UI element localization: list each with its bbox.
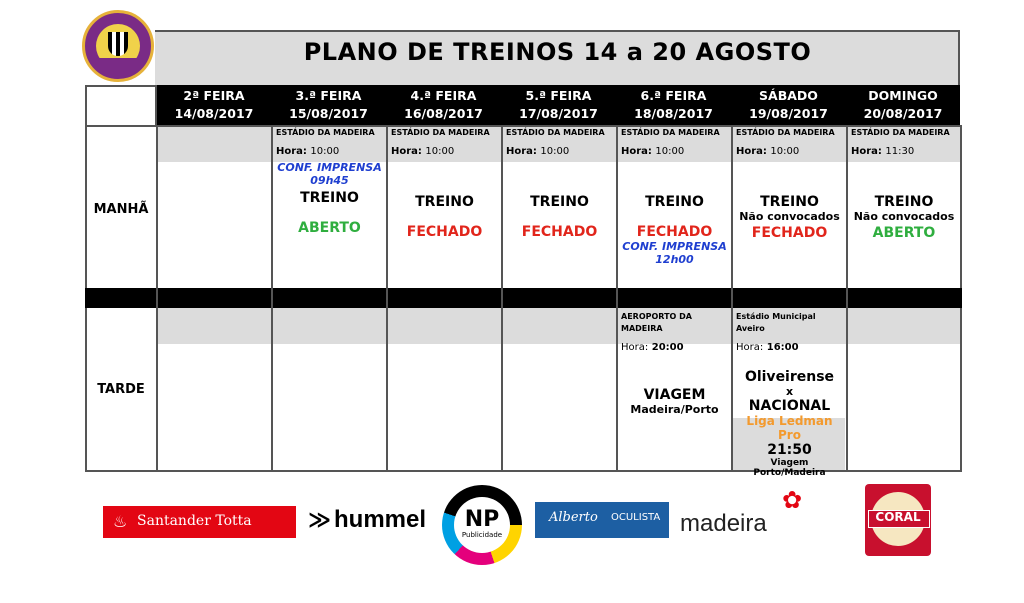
time [733,145,846,159]
time [503,145,616,159]
sponsor-madeira [680,486,820,542]
press-conference-time: 12h00 [655,253,694,266]
time-label: Hora: [391,146,422,157]
time-value: 10:00 [655,146,685,157]
time-label: Hora: [736,342,764,353]
madeira-label: madeira [680,510,767,537]
home-team: Oliveirense [744,369,835,385]
session-status: FECHADO [751,225,828,241]
time-value: 10:00 [770,146,800,157]
time-label: Hora: [506,146,537,157]
hummel-chevron-icon: ≫ [308,508,332,533]
travel: Viagem Porto/Madeira [753,458,826,478]
row-label-morning: MANHÃ [93,202,149,217]
venue: ESTÁDIO DA MADEIRA [621,128,720,137]
oculista-label: OCULISTA [611,512,661,523]
cell-fri-afternoon [618,308,731,416]
cell-sat-afternoon [733,308,846,478]
day-header-wed: 4.ª FEIRA 16/08/2017 [404,88,483,121]
sponsor-hummel [308,504,430,540]
club-logo-band [92,58,144,68]
activity: TREINO [645,194,704,210]
time-label: Hora: [276,146,307,157]
venue: ESTÁDIO DA MADEIRA [506,128,605,137]
activity: TREINO [874,194,934,210]
time-value: 10:00 [425,146,455,157]
activity: TREINO [530,194,589,210]
activity: TREINO [300,190,359,206]
madeira-flower-icon: ✿ [782,486,803,514]
session-status: FECHADO [636,224,713,240]
hummel-label: hummel [334,506,427,533]
day-header-tue: 3.ª FEIRA 15/08/2017 [289,88,368,121]
grid-line [156,125,158,472]
venue: ESTÁDIO DA MADEIRA [276,128,375,137]
day-header-thu: 5.ª FEIRA 17/08/2017 [519,88,598,121]
time [273,145,386,159]
day-header-fri: 6.ª FEIRA 18/08/2017 [634,88,713,121]
venue: ESTÁDIO DA MADEIRA [736,128,835,137]
venue: ESTÁDIO DA MADEIRA [851,128,950,137]
time [618,341,731,355]
session-status: ABERTO [298,220,361,236]
press-conference-time: 09h45 [310,174,349,187]
time-label: Hora: [851,146,882,157]
time-value: 10:00 [540,146,570,157]
session-status: FECHADO [406,224,483,240]
sponsor-coral [865,484,931,556]
time-label: Hora: [736,146,767,157]
note: Não convocados [853,210,955,223]
day-header-sat: SÁBADO 19/08/2017 [749,88,828,121]
day-header-mon: 2ª FEIRA 14/08/2017 [174,88,254,121]
sponsor-np [442,485,522,565]
cell-sat-morning [733,127,846,241]
santander-flame-icon: ♨ [113,512,128,531]
time [618,145,731,159]
time-label: Hora: [621,342,649,353]
time [388,145,501,159]
activity: TREINO [415,194,474,210]
versus: x [785,385,794,398]
activity: TREINO [760,194,819,210]
page-title: PLANO DE TREINOS 14 a 20 AGOSTO [303,38,812,66]
time-value: 20:00 [651,342,684,353]
time [848,145,960,159]
row-label-afternoon: TARDE [97,382,145,397]
venue: Estádio Municipal Aveiro [736,312,816,333]
row-separator-right [616,288,962,308]
alberto-label: Alberto [549,510,598,525]
club-shield-icon [108,32,128,56]
venue: ESTÁDIO DA MADEIRA [391,128,490,137]
sponsor-alberto-oculista [535,502,669,538]
np-label: NP [464,507,500,532]
time [733,341,846,355]
session-status: ABERTO [872,225,936,241]
session-status: FECHADO [521,224,598,240]
cell-sun-morning [848,127,960,241]
press-conference: CONF. IMPRENSA [622,240,727,253]
league: Liga Ledman Pro [746,414,833,442]
kickoff-time: 21:50 [767,442,812,458]
cell-tue-morning [273,127,386,236]
coral-label: CORAL [875,510,921,524]
cell-thu-morning [503,127,616,240]
header-corner [85,85,157,125]
note: Não convocados [739,210,840,223]
day-header-sun: DOMINGO 20/08/2017 [863,88,943,121]
sponsor-santander [103,506,296,538]
press-conference: CONF. IMPRENSA [277,161,382,174]
venue: AEROPORTO DA MADEIRA [621,312,692,333]
time-value: 16:00 [766,342,799,353]
np-sub-label: Publicidade [461,531,503,539]
route: Madeira/Porto [630,403,719,416]
time-value: 11:30 [885,146,915,157]
away-team: NACIONAL [748,398,831,414]
activity: VIAGEM [643,387,706,403]
santander-label: Santander Totta [137,513,252,529]
cell-wed-morning [388,127,501,240]
time-label: Hora: [621,146,652,157]
time-value: 10:00 [310,146,340,157]
cell-fri-morning [618,127,731,266]
